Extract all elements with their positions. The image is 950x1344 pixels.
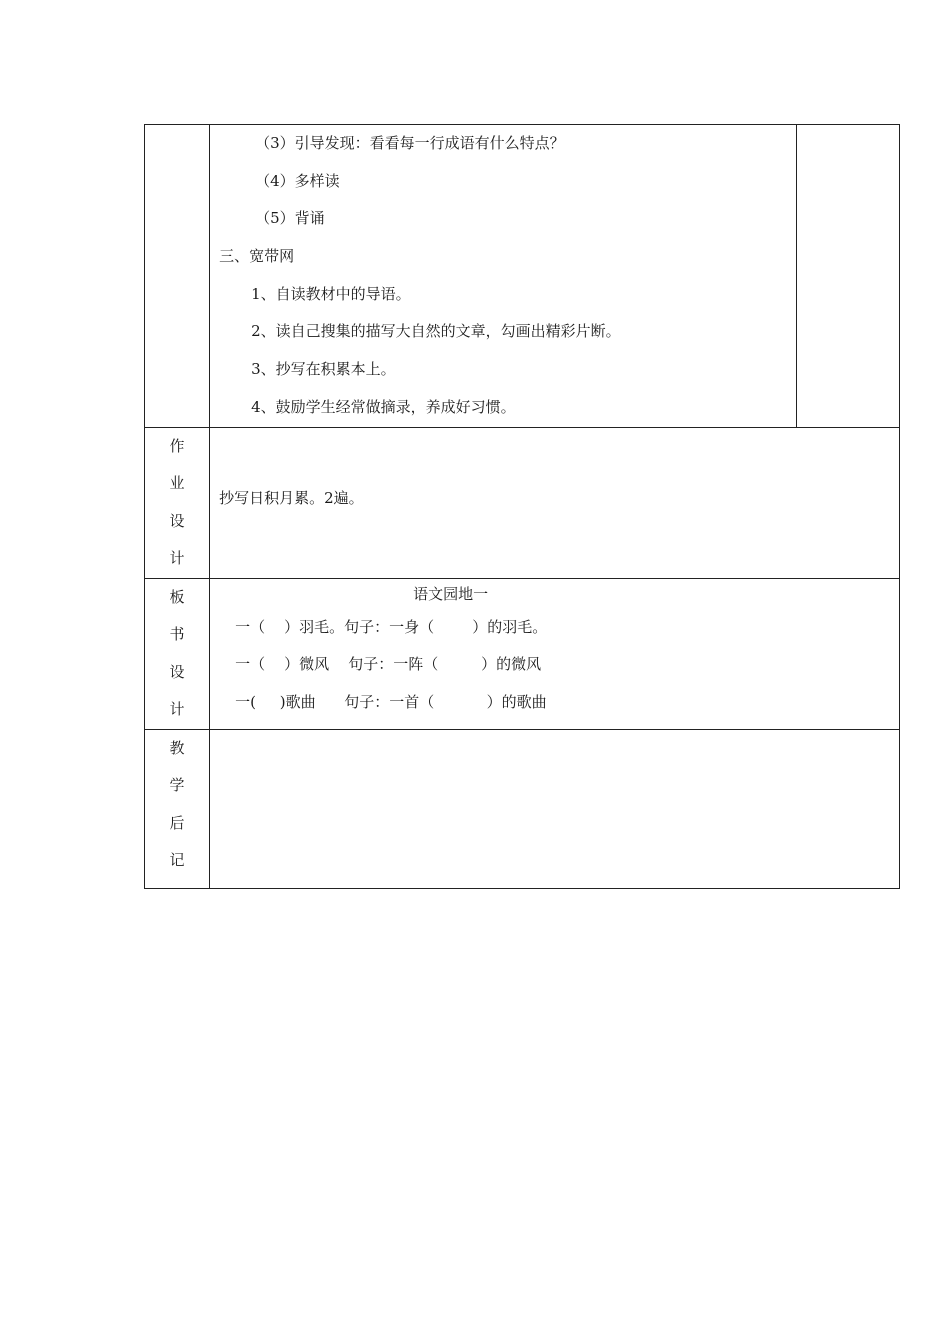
homework-row: [145, 427, 900, 578]
board-design-row: [145, 578, 900, 729]
board-line-1: 一（ ）羽毛。句子：一身（ ）的羽毛。: [235, 617, 548, 636]
homework-content-cell: [210, 427, 900, 578]
section-item-4: 4、鼓励学生经常做摘录，养成好习惯。: [251, 397, 516, 416]
lesson-plan-table: [144, 124, 900, 889]
reflection-label-char: 后: [169, 813, 185, 832]
reflection-label: [145, 729, 210, 888]
board-label-char: 设: [169, 662, 185, 681]
steps-label-cell: [145, 125, 210, 428]
reflection-label-char: 教: [169, 738, 185, 757]
homework-text: 抄写日积月累。2遍。: [219, 488, 364, 507]
board-label-char: 计: [169, 700, 185, 718]
board-label: [145, 578, 210, 729]
reflection-content-cell: [210, 729, 900, 888]
board-line-3: 一( )歌曲 句子：一首（ ）的歌曲: [235, 692, 547, 711]
board-title: 语文园地一: [413, 584, 489, 603]
step-line-4: （4）多样读: [255, 171, 340, 190]
section-item-3: 3、抄写在积累本上。: [251, 360, 396, 379]
board-content-cell: [210, 578, 900, 729]
board-line-2: 一（ ）微风 句子：一阵（ ）的微风: [235, 655, 542, 673]
reflection-row: [145, 729, 900, 888]
reflection-label-char: 记: [169, 851, 185, 869]
section-title: 三、宽带网: [219, 247, 295, 266]
homework-label-char: 作: [169, 436, 185, 455]
homework-label-char: 计: [169, 549, 185, 567]
board-label-char: 书: [169, 625, 185, 643]
homework-label-char: 设: [169, 511, 185, 530]
steps-notes-cell: [796, 125, 899, 428]
section-item-1: 1、自读教材中的导语。: [251, 284, 411, 303]
board-label-char: 板: [169, 587, 185, 606]
homework-label: [145, 427, 210, 578]
step-line-3: （3）引导发现：看看每一行成语有什么特点？: [255, 134, 565, 152]
teaching-steps-row: [145, 125, 900, 428]
steps-content-cell: [210, 125, 797, 428]
reflection-label-char: 学: [169, 776, 185, 794]
section-item-2: 2、读自己搜集的描写大自然的文章，勾画出精彩片断。: [251, 322, 621, 341]
homework-label-char: 业: [169, 474, 185, 492]
step-line-5: （5）背诵: [255, 209, 325, 228]
